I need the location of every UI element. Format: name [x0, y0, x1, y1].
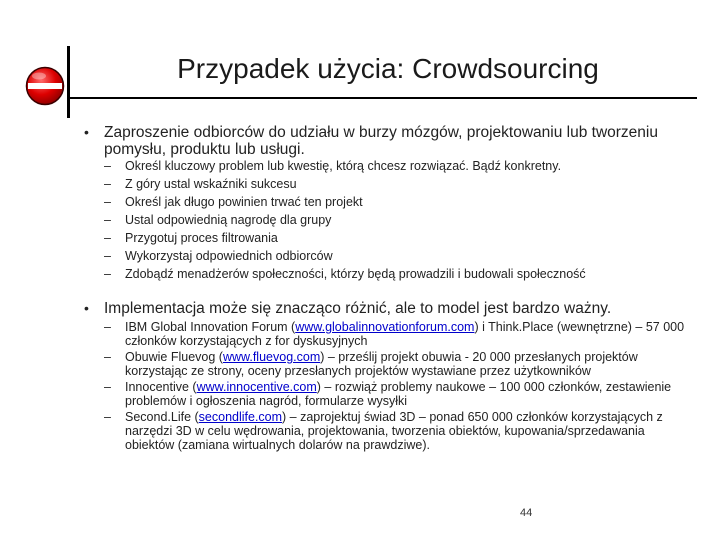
title-horizontal-rule	[67, 97, 697, 99]
list-item-text: Przygotuj proces filtrowania	[125, 231, 278, 245]
dash-marker: –	[104, 177, 111, 191]
list-item-text: Wykorzystaj odpowiednich odbiorców	[125, 249, 333, 263]
list-item-text: ) i Think.Place (wewnętrzne) – 57 000 członków korzystających z for dyskusyjnych	[125, 320, 685, 348]
section2-bullet: •	[84, 300, 89, 316]
list-item-text: Określ jak długo powinien trwać ten projekt	[125, 195, 363, 209]
list-item-text: IBM Global Innovation Forum (	[125, 320, 296, 334]
list-item-text: Określ kluczowy problem lub kwestię, którą chcesz rozwiązać. Bądź konkretny.	[125, 159, 562, 173]
title-vertical-rule	[67, 46, 70, 118]
dash-marker: –	[104, 350, 111, 364]
item-link[interactable]: secondlife.com	[198, 410, 283, 424]
dash-marker: –	[104, 320, 111, 334]
list-item-text: Innocentive (	[125, 380, 197, 394]
list-item-text: Obuwie Fluevog (	[125, 350, 223, 364]
dash-marker: –	[104, 213, 111, 227]
section1-list-item	[104, 265, 694, 283]
section1-list	[104, 157, 694, 283]
section1-list-item	[104, 229, 694, 247]
section2-list-item	[104, 410, 694, 452]
page-number: 44	[520, 507, 533, 519]
list-item-text: Z góry ustal wskaźniki sukcesu	[125, 177, 297, 191]
list-item-text: ) – rozwiąż problemy naukowe – 100 000 członków, zestawienie problemów i ogłoszenia nagród, formularze wysyłki	[125, 380, 672, 408]
section1-list-item	[104, 157, 694, 175]
item-link[interactable]: www.globalinnovationforum.com	[295, 320, 475, 334]
section2-list-item	[104, 320, 694, 348]
list-item-text: Zdobądź menadżerów społeczności, którzy będą prowadzili i budowali społeczność	[125, 267, 586, 281]
list-item-text: ) – prześlij projekt obuwia - 20 000 przesłanych projektów korzystając ze strony, oceny przesłanych projektów wystawiane przez użytkowników	[125, 350, 638, 378]
dash-marker: –	[104, 410, 111, 424]
list-item-text: Ustal odpowiednią nagrodę dla grupy	[125, 213, 332, 227]
dash-marker: –	[104, 195, 111, 209]
item-link[interactable]: www.fluevog.com	[222, 350, 321, 364]
list-item-text: ) – zaprojektuj świad 3D – ponad 650 000 członków korzystających z narzędzi 3D w celu wędrowania, projektowania, tworzenia obiektów, kupowania/sprzedawania obiektów (zamiana wirtualnych dolarów na prawdziwe).	[125, 410, 663, 452]
dash-marker: –	[104, 380, 111, 394]
dash-marker: –	[104, 267, 111, 281]
dash-marker: –	[104, 231, 111, 245]
section2-list-item	[104, 380, 694, 408]
section1-list-item	[104, 247, 694, 265]
section1-bullet: •	[84, 124, 89, 140]
list-item-text: Second.Life (	[125, 410, 199, 424]
section1-list-item	[104, 193, 694, 211]
section1-text: Zaproszenie odbiorców do udziału w burzy mózgów, projektowaniu lub tworzeniu pomysłu, produktu lub usługi.	[104, 124, 658, 158]
page-title: Przypadek użycia: Crowdsourcing	[177, 53, 599, 84]
section1-list-item	[104, 175, 694, 193]
section2-list	[104, 320, 694, 454]
section2-list-item	[104, 350, 694, 378]
logo-circle-icon	[25, 66, 65, 106]
item-link[interactable]: www.innocentive.com	[196, 380, 317, 394]
section2-text: Implementacja może się znacząco różnić, ale to model jest bardzo ważny.	[104, 300, 612, 317]
dash-marker: –	[104, 159, 111, 173]
dash-marker: –	[104, 249, 111, 263]
section1-list-item	[104, 211, 694, 229]
